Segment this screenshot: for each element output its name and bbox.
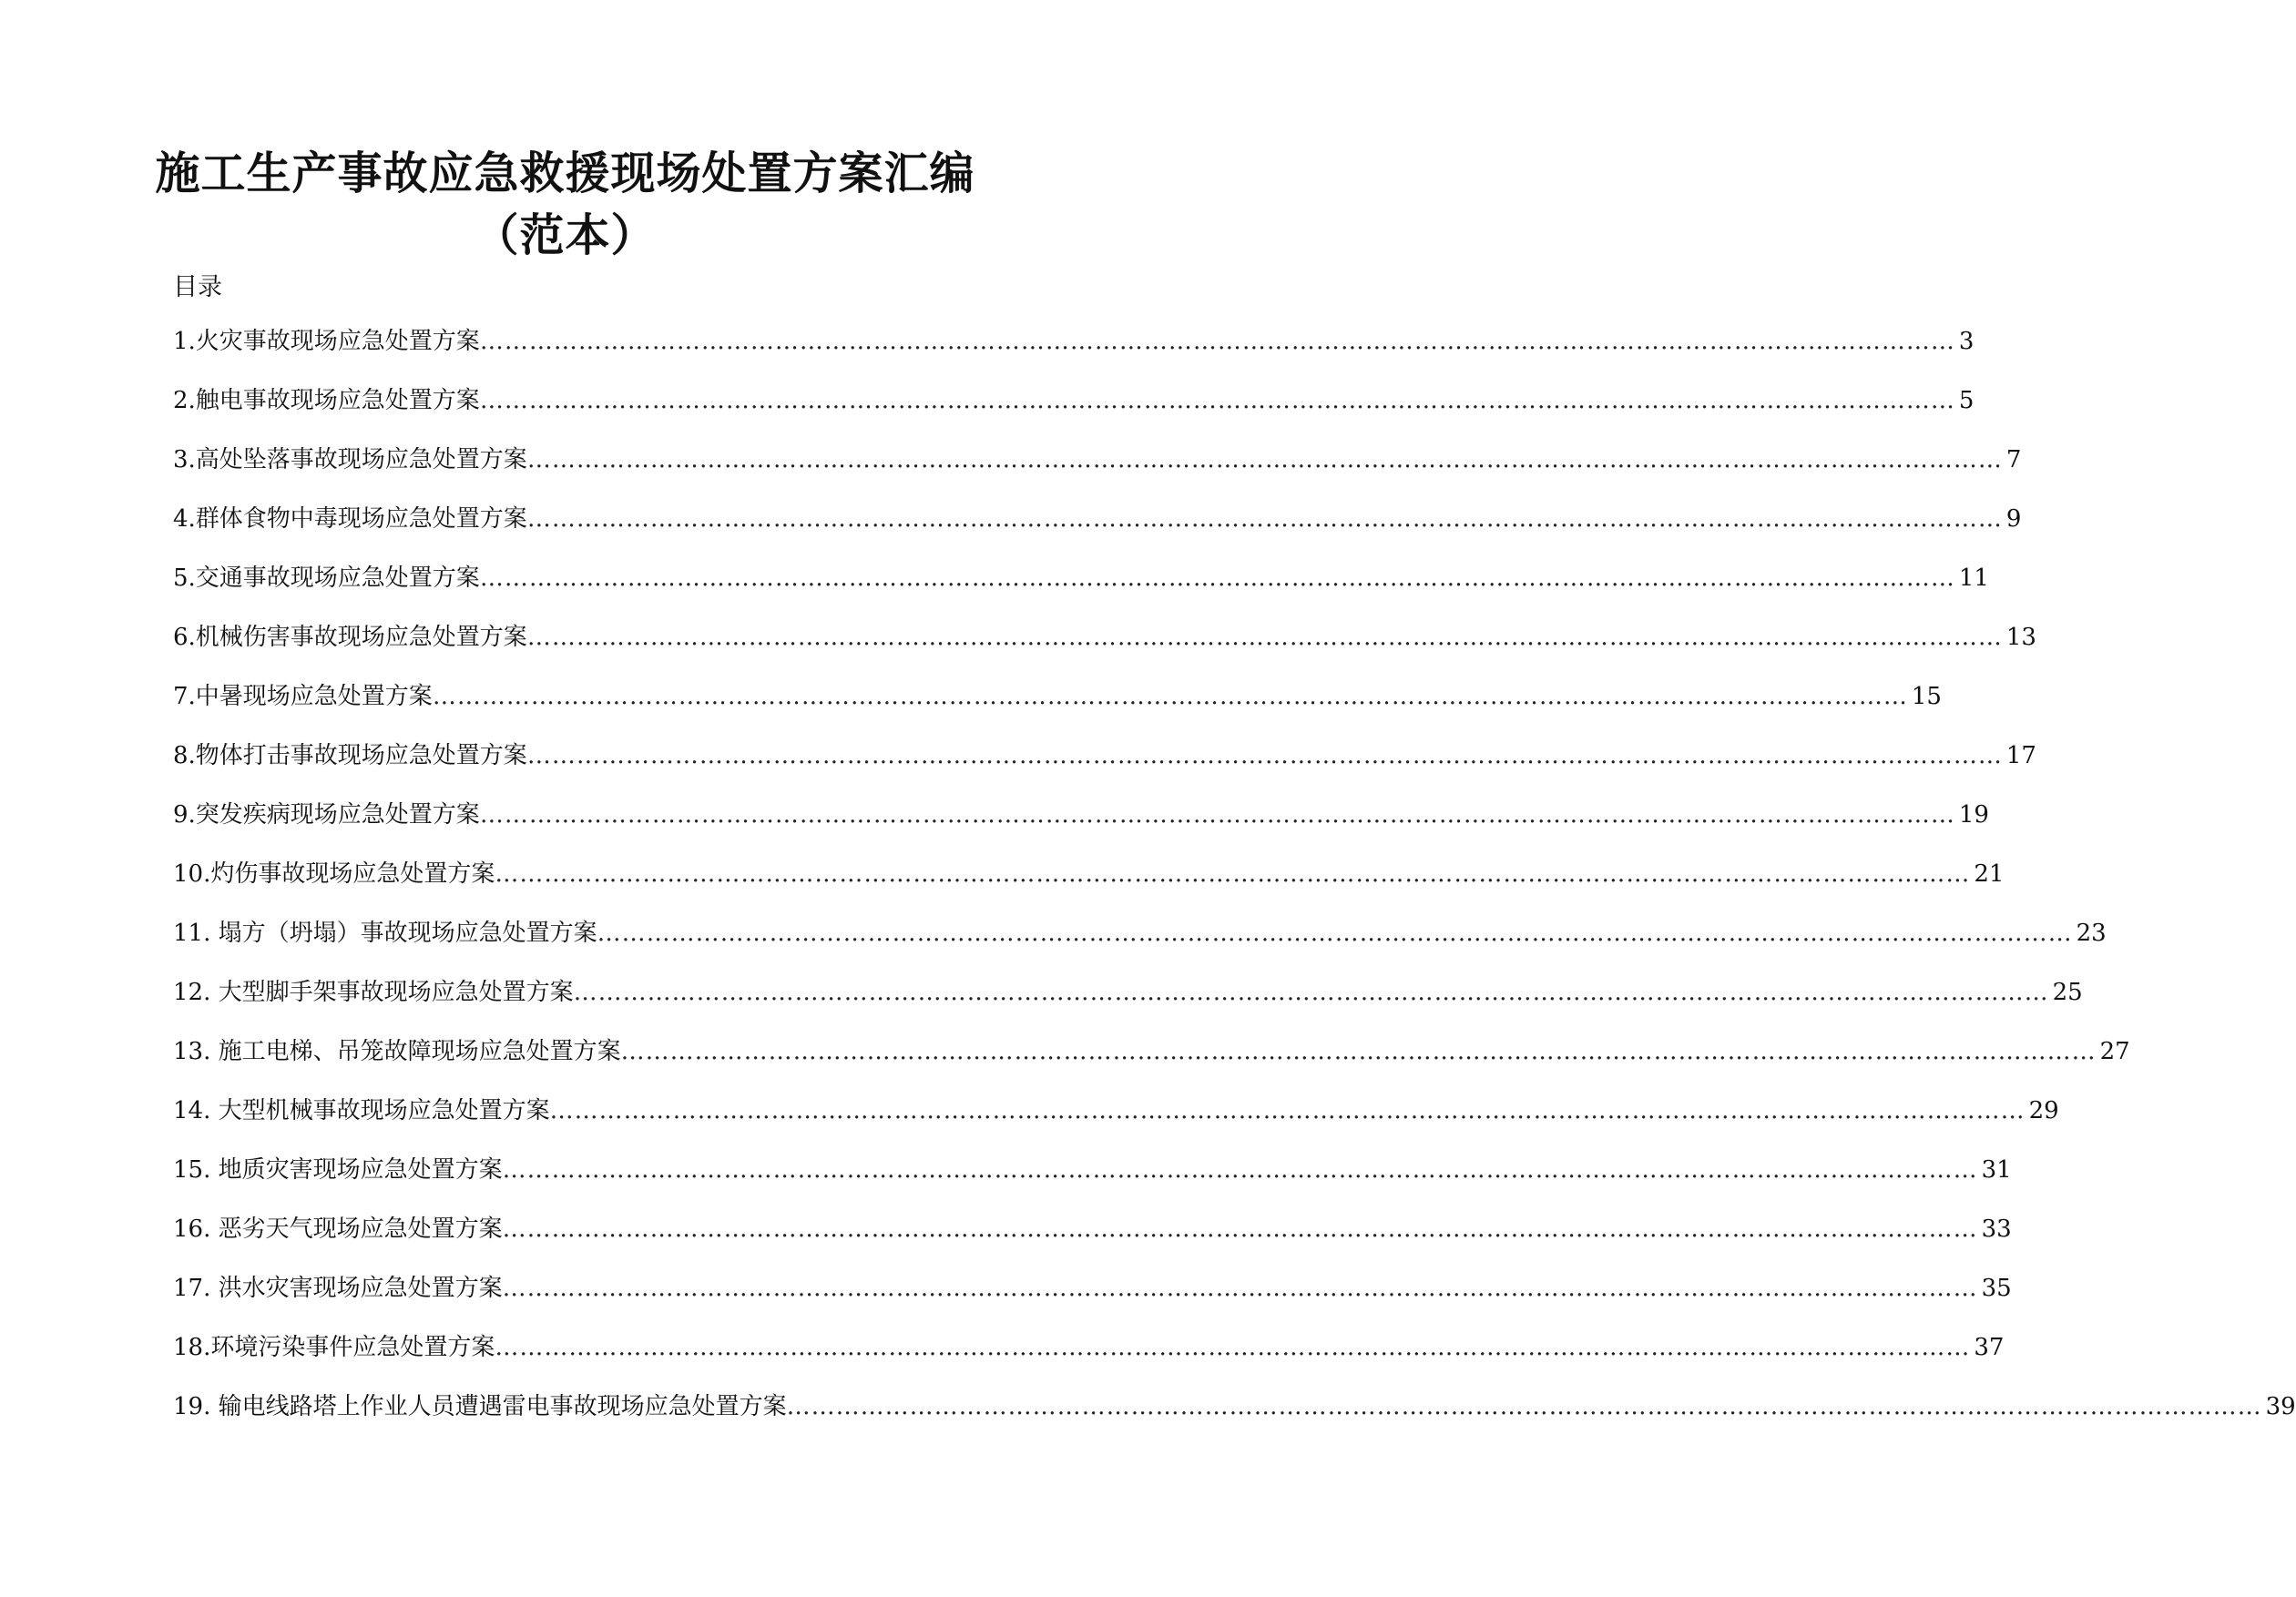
toc-leader-dots: ………………………………………………………………………………………………………………………………………………………………	[495, 860, 1971, 888]
toc-entry-label: 9.突发疾病现场应急处置方案	[173, 801, 480, 829]
toc-entry-label: 8.物体打击事故现场应急处置方案	[173, 742, 527, 769]
toc-entry-label: 5.交通事故现场应急处置方案	[173, 565, 480, 592]
toc-leader-dots: ………………………………………………………………………………………………………………………………………………………………	[479, 565, 1955, 592]
toc-entry[interactable]	[173, 442, 2022, 478]
toc-entry-page-number: 21	[1974, 860, 2005, 888]
toc-entry-label: 3.高处坠落事故现场应急处置方案	[173, 446, 527, 473]
toc-entry-page-number: 9	[2005, 505, 2022, 533]
toc-leader-dots: ………………………………………………………………………………………………………………………………………………………………	[526, 742, 2003, 769]
toc-leader-dots: ………………………………………………………………………………………………………………………………………………………………	[495, 1334, 1971, 1361]
toc-entry[interactable]	[173, 678, 1942, 715]
toc-leader-dots: ………………………………………………………………………………………………………………………………………………………………	[502, 1275, 1978, 1302]
toc-leader-dots: ………………………………………………………………………………………………………………………………………………………………	[786, 1393, 2262, 1420]
toc-entry-page-number: 5	[1958, 387, 1975, 414]
toc-entry[interactable]	[173, 1329, 2005, 1366]
toc-entry[interactable]	[173, 1270, 2012, 1307]
toc-entry-label: 4.群体食物中毒现场应急处置方案	[173, 505, 527, 533]
toc-leader-dots: ………………………………………………………………………………………………………………………………………………………………	[620, 1038, 2097, 1065]
toc-entry-page-number: 13	[2005, 624, 2036, 651]
toc-entry-label: 17. 洪水灾害现场应急处置方案	[173, 1275, 503, 1302]
toc-entry-page-number: 27	[2099, 1038, 2130, 1065]
toc-entry[interactable]	[173, 619, 2036, 656]
toc-entry-label: 10.灼伤事故现场应急处置方案	[173, 860, 495, 888]
toc-leader-dots: ………………………………………………………………………………………………………………………………………………………………	[526, 505, 2003, 533]
document-title: 施工生产事故应急救援现场处置方案汇编	[155, 147, 975, 199]
toc-entry-page-number: 3	[1958, 328, 1975, 355]
toc-entry[interactable]	[173, 501, 2022, 537]
toc-entry[interactable]	[173, 737, 2036, 774]
toc-entry-page-number: 29	[2028, 1097, 2059, 1124]
toc-entry-label: 11. 塌方（坍塌）事故现场应急处置方案	[173, 920, 597, 947]
toc-leader-dots: ………………………………………………………………………………………………………………………………………………………………	[479, 328, 1955, 355]
toc-leader-dots: ………………………………………………………………………………………………………………………………………………………………	[526, 624, 2003, 651]
toc-entry-page-number: 35	[1981, 1275, 2012, 1302]
toc-entry-label: 2.触电事故现场应急处置方案	[173, 387, 480, 414]
toc-leader-dots: ………………………………………………………………………………………………………………………………………………………………	[479, 387, 1955, 414]
toc-entry[interactable]	[173, 915, 2107, 951]
toc-entry-label: 19. 输电线路塔上作业人员遭遇雷电事故现场应急处置方案	[173, 1393, 787, 1420]
toc-entry[interactable]	[173, 382, 1975, 419]
toc-entry[interactable]	[173, 560, 1989, 596]
toc-entry-page-number: 31	[1981, 1156, 2012, 1184]
toc-entry-label: 16. 恶劣天气现场应急处置方案	[173, 1216, 503, 1243]
toc-leader-dots: ………………………………………………………………………………………………………………………………………………………………	[573, 979, 2049, 1006]
toc-entry-label: 12. 大型脚手架事故现场应急处置方案	[173, 979, 574, 1006]
toc-entry[interactable]	[173, 797, 1989, 833]
toc-entry-page-number: 19	[1958, 801, 1989, 829]
toc-entry-page-number: 39	[2265, 1393, 2296, 1420]
toc-leader-dots: ………………………………………………………………………………………………………………………………………………………………	[597, 920, 2073, 947]
toc-leader-dots: ………………………………………………………………………………………………………………………………………………………………	[502, 1216, 1978, 1243]
toc-entry[interactable]	[173, 1152, 2012, 1188]
toc-entry-page-number: 15	[1911, 683, 1942, 710]
document-subtitle: （范本）	[474, 209, 657, 261]
toc-entry[interactable]	[173, 974, 2083, 1011]
toc-entry-page-number: 37	[1974, 1334, 2005, 1361]
toc-entry-label: 13. 施工电梯、吊笼故障现场应急处置方案	[173, 1038, 621, 1065]
toc-leader-dots: ………………………………………………………………………………………………………………………………………………………………	[549, 1097, 2026, 1124]
toc-entry-page-number: 25	[2052, 979, 2083, 1006]
toc-leader-dots: ………………………………………………………………………………………………………………………………………………………………	[432, 683, 1908, 710]
toc-leader-dots: ………………………………………………………………………………………………………………………………………………………………	[479, 801, 1955, 829]
toc-entry-page-number: 33	[1981, 1216, 2012, 1243]
toc-entry-label: 18.环境污染事件应急处置方案	[173, 1334, 495, 1361]
toc-entry[interactable]	[173, 1033, 2130, 1070]
toc-leader-dots: ………………………………………………………………………………………………………………………………………………………………	[526, 446, 2003, 473]
toc-entry[interactable]	[173, 323, 1975, 360]
toc-entry-page-number: 11	[1958, 565, 1989, 592]
toc-entry[interactable]	[173, 856, 2005, 892]
toc-entry[interactable]	[173, 1093, 2059, 1129]
toc-entry-label: 6.机械伤害事故现场应急处置方案	[173, 624, 527, 651]
toc-entry-page-number: 17	[2005, 742, 2036, 769]
toc-leader-dots: ………………………………………………………………………………………………………………………………………………………………	[502, 1156, 1978, 1184]
toc-heading: 目录	[173, 273, 222, 301]
toc-entry-label: 15. 地质灾害现场应急处置方案	[173, 1156, 503, 1184]
toc-entry[interactable]	[173, 1388, 2296, 1425]
toc-entry-page-number: 23	[2076, 920, 2107, 947]
toc-entry[interactable]	[173, 1211, 2012, 1247]
toc-entry-label: 1.火灾事故现场应急处置方案	[173, 328, 480, 355]
toc-entry-label: 14. 大型机械事故现场应急处置方案	[173, 1097, 550, 1124]
toc-entry-page-number: 7	[2005, 446, 2022, 473]
toc-entry-label: 7.中暑现场应急处置方案	[173, 683, 433, 710]
